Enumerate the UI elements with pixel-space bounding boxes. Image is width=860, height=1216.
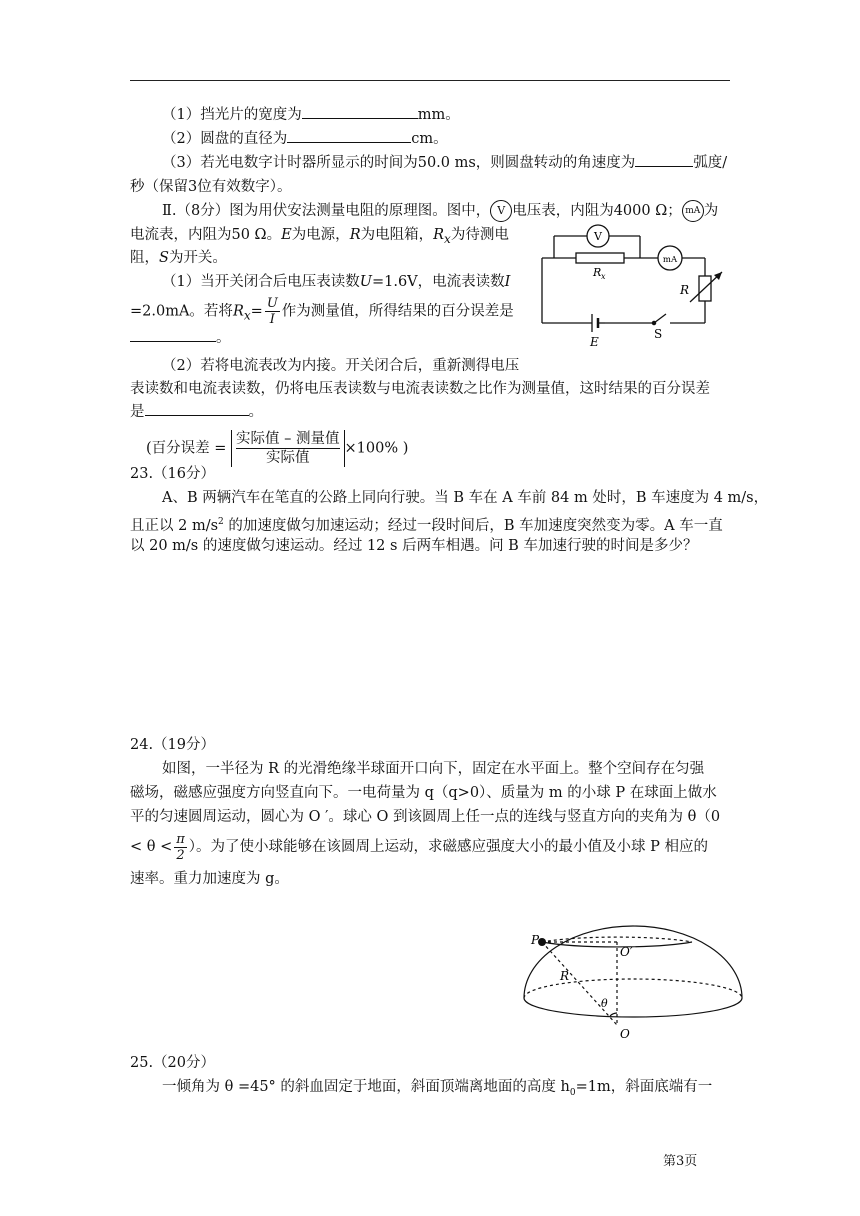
- voltmeter-symbol: V: [490, 200, 512, 222]
- q22-part2-text: 为开关。: [168, 250, 227, 266]
- equals-sign: =: [250, 303, 263, 320]
- q22-item-3-cont: 秒（保留3位有效数字）。: [130, 179, 292, 195]
- percent-error-formula: [146, 430, 408, 467]
- symbol-U: U: [359, 274, 372, 290]
- q22-part2-line3: [130, 247, 227, 269]
- formula-multiplier: ×100% ): [344, 440, 409, 457]
- circuit-r-label: R: [680, 283, 690, 297]
- formula-numerator: 实际值 – 测量值: [236, 431, 340, 447]
- q22-part2-item2-blank-line: [130, 401, 263, 423]
- q22-item-3-unit: 弧度/: [693, 155, 728, 171]
- answer-blank[interactable]: [145, 401, 249, 416]
- q22-part2-item2: （2）若将电流表改为内接。开关闭合后，重新测得电压: [162, 358, 520, 374]
- circuit-rx-sub: x: [601, 272, 606, 281]
- q23-line-1: A、B 两辆汽车在笔直的公路上同向行驶。当 B 车在 A 车前 84 m 处时，B 车速度为 4 m/s，: [162, 490, 769, 506]
- q25-heading: 25.（20分）: [130, 1055, 216, 1071]
- fraction-denominator: 2: [176, 847, 185, 863]
- formula-denominator: 实际值: [266, 450, 310, 466]
- answer-blank[interactable]: [635, 152, 693, 167]
- point-p-label: P: [531, 933, 540, 947]
- q23-line-2: [130, 511, 723, 537]
- q24-line-5: 速率。重力加速度为 g。: [130, 871, 289, 887]
- q24-line-3: 平的匀速圆周运动，圆心为 O ′。球心 O 到该圆周上任一点的连线与竖直方向的夹角为 θ（0: [130, 809, 721, 825]
- q24-line-1: 如图，一半径为 R 的光滑绝缘半球面开口向下，固定在水平面上。整个空间存在匀强: [162, 761, 705, 777]
- subscript: 0: [569, 1087, 576, 1098]
- formula-fraction: [231, 430, 344, 467]
- q23-text: 且正以 2 m/s: [130, 517, 219, 534]
- symbol-Rx: R: [433, 227, 445, 243]
- q22-part2-text: 为电阻箱，: [360, 227, 434, 243]
- q22-item-3: [162, 152, 727, 174]
- q22-part2-text: 电流表，内阻为50 Ω。: [130, 227, 282, 243]
- q22-part2-line2: [130, 224, 509, 250]
- symbol-S: S: [159, 250, 169, 266]
- q22-item-2-unit: cm。: [411, 131, 448, 147]
- formula-label: (百分误差 =: [146, 440, 227, 457]
- q25-text: =1m，斜面底端有一: [575, 1079, 713, 1095]
- q22-part2-text: =2.0mA。若将: [130, 303, 233, 320]
- q24-text: < θ <: [130, 839, 173, 855]
- symbol-Rx-sub: x: [444, 231, 451, 246]
- q24-line-4: [130, 831, 708, 863]
- q24-line-2: 磁场，磁感应强度方向竖直向下。一电荷量为 q（q>0）、质量为 m 的小球 P 在球面上做水: [130, 785, 717, 801]
- q24-text: ）。为了使小球能够在该圆周上运动，求磁感应强度大小的最小值及小球 P 相应的: [188, 839, 709, 855]
- fraction-u-over-i: [265, 296, 280, 327]
- hemisphere-diagram: [522, 922, 744, 1040]
- fraction-numerator: π: [176, 831, 185, 847]
- q25-text: 一倾角为 θ =45° 的斜血固定于地面，斜面顶端离地面的高度 h: [162, 1079, 570, 1095]
- point-o-label: O: [620, 1027, 630, 1040]
- q23-text: 的加速度做匀加速运动；经过一段时间后，B 车加速度突然变为零。A 车一直: [223, 517, 723, 534]
- answer-blank[interactable]: [287, 128, 411, 143]
- q22-part2-text: 为: [703, 203, 719, 219]
- superscript: 2: [218, 517, 224, 527]
- fraction-numerator: U: [266, 296, 278, 311]
- period: 。: [216, 330, 231, 346]
- circuit-e-label: E: [590, 335, 599, 349]
- symbol-I: I: [504, 274, 511, 290]
- theta-label: θ: [601, 997, 608, 1010]
- q22-part2-item2-cont: 表读数和电流表读数，仍将电压表读数与电流表读数之比作为测量值，这时结果的百分误差: [130, 381, 710, 397]
- milliammeter-symbol: mA: [682, 200, 704, 222]
- circuit-rx-label: R: [593, 266, 602, 279]
- circuit-voltmeter-label: V: [594, 230, 602, 243]
- radius-label: R: [560, 969, 570, 983]
- q22-part2-text: Ⅱ.（8分）图为用伏安法测量电阻的原理图。图中，: [162, 203, 491, 219]
- q22-part2-text: 阻，: [130, 250, 159, 266]
- q24-heading: 24.（19分）: [130, 737, 216, 753]
- q22-part2-item1: [162, 271, 510, 293]
- fraction-denominator: I: [269, 312, 275, 327]
- q22-part2-line1: [162, 200, 718, 222]
- header-rule: [130, 80, 730, 81]
- period: 。: [248, 404, 263, 420]
- q22-item-3-text: （3）若光电数字计时器所显示的时间为50.0 ms，则圆盘转动的角速度为: [162, 155, 636, 171]
- q22-part2-item1-blank-line: [130, 327, 231, 349]
- q22-part2-text: 作为测量值，所得结果的百分误差是: [281, 303, 514, 320]
- q22-part2-text: 电压表，内阻为4000 Ω；: [512, 203, 682, 219]
- q22-item-1-unit: mm。: [417, 107, 460, 123]
- q22-part2-text: （1）当开关闭合后电压表读数: [162, 274, 360, 290]
- q22-item-1: [162, 104, 460, 126]
- circuit-s-label: S: [654, 327, 663, 341]
- q22-part2-text: 为待测电: [450, 227, 509, 243]
- symbol-R: R: [349, 227, 361, 243]
- fraction-pi-over-2: [174, 832, 187, 863]
- answer-blank[interactable]: [302, 104, 418, 119]
- circuit-milliammeter-label: mA: [662, 255, 678, 265]
- symbol-E: E: [281, 227, 292, 243]
- symbol-Rx-sub: x: [243, 308, 251, 323]
- symbol-R: R: [232, 303, 244, 320]
- q23-heading: 23.（16分）: [130, 466, 216, 482]
- q22-item-1-text: （1）挡光片的宽度为: [162, 107, 302, 123]
- q25-line-1: [162, 1076, 712, 1104]
- q22-part2-item1-cont: [130, 296, 514, 327]
- q22-item-2-text: （2）圆盘的直径为: [162, 131, 288, 147]
- circuit-diagram: [530, 222, 730, 352]
- q22-item-2: [162, 128, 448, 150]
- q22-part2-text: =1.6V，电流表读数: [371, 274, 505, 290]
- answer-blank[interactable]: [130, 327, 216, 342]
- q22-part2-text: 为电源，: [291, 227, 350, 243]
- q23-line-3: 以 20 m/s 的速度做匀速运动。经过 12 s 后两车相遇。问 B 车加速行驶的时间是多少？: [130, 538, 698, 554]
- q22-part2-text: 是: [130, 404, 145, 420]
- page-number: 第3页: [663, 1154, 698, 1169]
- point-o-prime-label: O′: [620, 945, 633, 959]
